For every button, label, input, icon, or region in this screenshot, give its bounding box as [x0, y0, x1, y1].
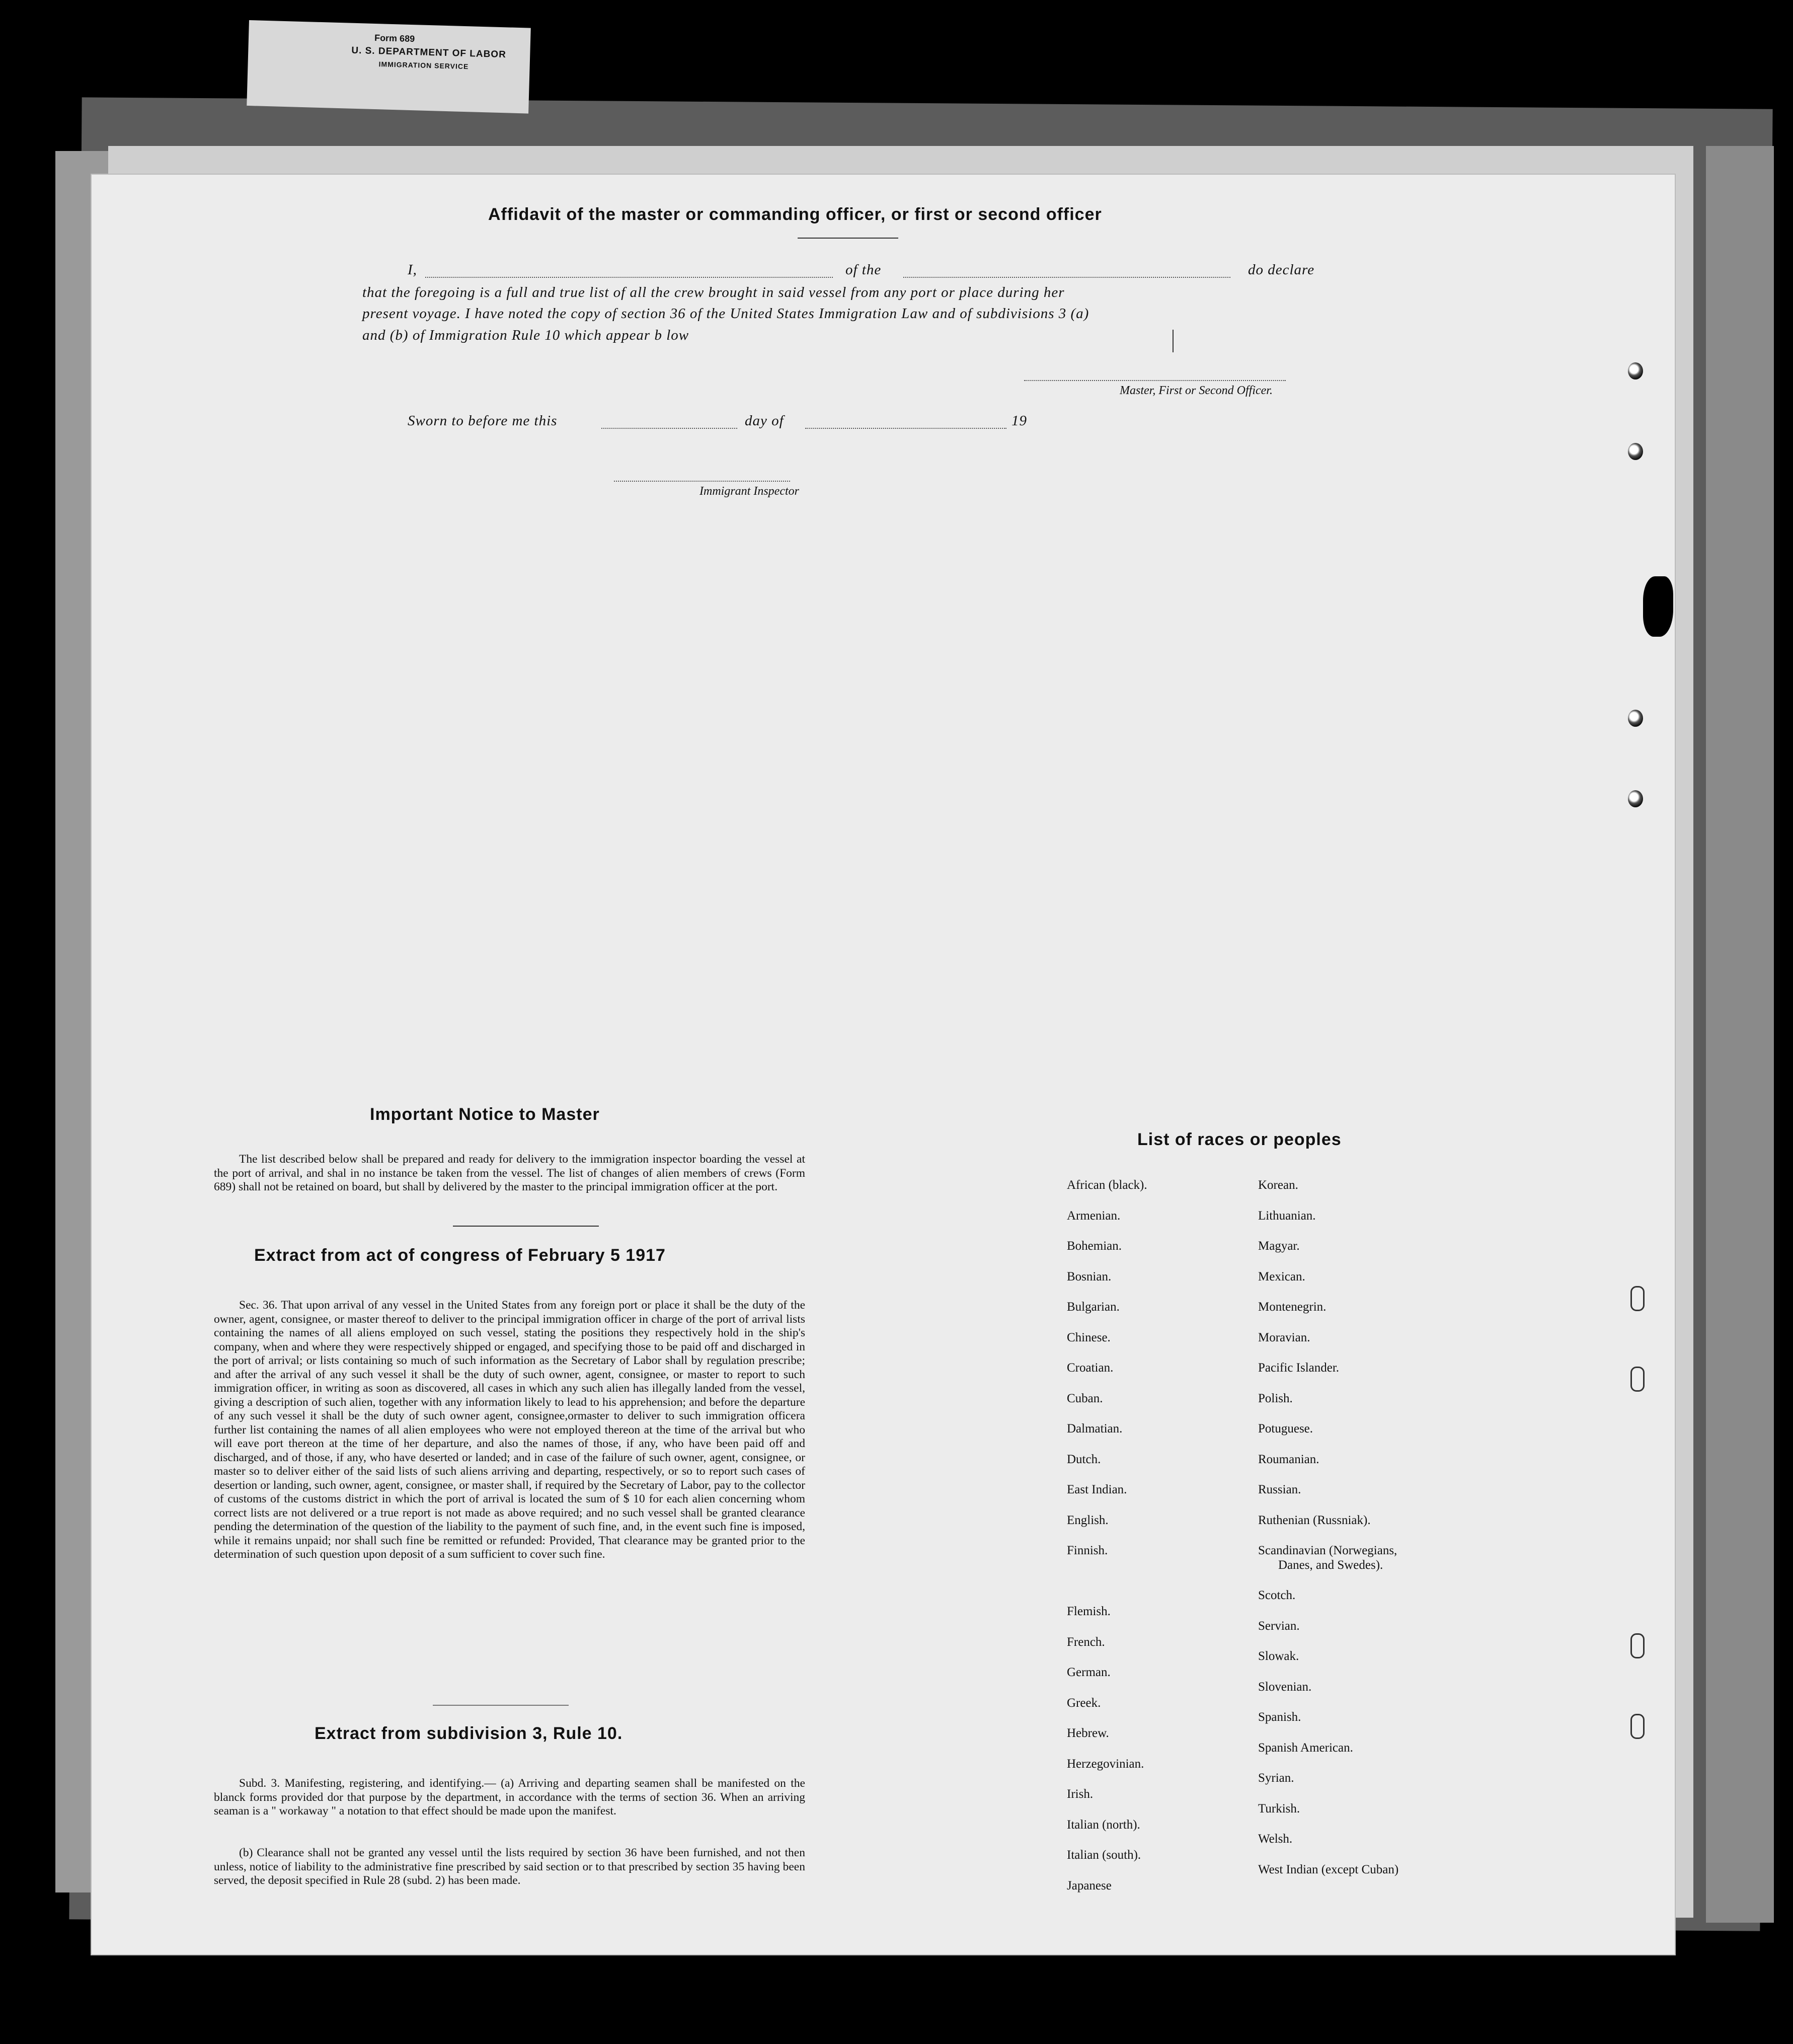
race-item: Bulgarian.: [1067, 1300, 1120, 1314]
punch-hole: [1628, 790, 1643, 807]
race-item: Moravian.: [1258, 1330, 1310, 1344]
race-item: Welsh.: [1258, 1832, 1293, 1846]
race-item: West Indian (except Cuban): [1258, 1862, 1399, 1876]
race-item: Irish.: [1067, 1787, 1094, 1801]
race-item: Korean.: [1258, 1178, 1298, 1192]
race-item: Dalmatian.: [1067, 1422, 1123, 1435]
race-item: Turkish.: [1258, 1801, 1300, 1815]
punch-hole: [1628, 710, 1643, 727]
binder-notch: [1630, 1367, 1645, 1392]
race-item: African (black).: [1067, 1178, 1147, 1192]
race-item: East Indian.: [1067, 1483, 1127, 1496]
race-item: Pacific Islander.: [1258, 1361, 1340, 1375]
race-item: Dutch.: [1067, 1452, 1101, 1466]
vessel-field[interactable]: [903, 277, 1230, 278]
race-item: Italian (south).: [1067, 1848, 1141, 1862]
form-tab: [247, 20, 531, 114]
punch-hole: [1628, 362, 1643, 380]
race-item: Danes, and Swedes).: [1278, 1558, 1383, 1572]
inspector-label: Immigrant Inspector: [699, 485, 799, 498]
race-item: Chinese.: [1067, 1330, 1111, 1344]
binder-notch: [1630, 1633, 1645, 1658]
tab-form-number: Form 689: [374, 32, 415, 44]
race-item: Potuguese.: [1258, 1422, 1313, 1435]
extract-rule-text-a: Subd. 3. Manifesting, registering, and identifying.— (a) Arriving and departing seamen shall be manifested on the blanck forms provided dor that purpose by the department, in accordance with the terms of section 36. When an arriving seaman is a " workaway " a notation to that effect should be made upon the manifest.: [214, 1777, 805, 1818]
extract-rule-text-b: (b) Clearance shall not be granted any vessel until the lists required by section 36 have been furnished, and not then unless, notice of liability to the administrative fine prescribed by said section or to that prescribed by section 35 having been served, the deposit specified in Rule 28 (subd. 2) has been made.: [214, 1846, 805, 1887]
race-item: German.: [1067, 1666, 1111, 1679]
divider: [798, 238, 898, 239]
race-item: Syrian.: [1258, 1771, 1294, 1785]
race-item: Flemish.: [1067, 1605, 1111, 1618]
name-field[interactable]: [425, 277, 833, 278]
extract-act-title: Extract from act of congress of February 5 1917: [254, 1246, 666, 1265]
back-sheet-edge: [1706, 146, 1774, 1923]
race-item: Italian (north).: [1067, 1818, 1140, 1832]
race-item: Spanish American.: [1258, 1740, 1353, 1755]
race-item: Bohemian.: [1067, 1239, 1122, 1253]
tab-department: U. S. DEPARTMENT OF LABOR: [351, 45, 507, 60]
binder-notch: [1630, 1714, 1645, 1739]
affidavit-line-2: that the foregoing is a full and true list of all the crew brought in said vessel from any port or place during her: [362, 284, 1065, 300]
tab-service: IMMIGRATION SERVICE: [378, 60, 469, 71]
sworn-text: Sworn to before me this: [408, 413, 558, 429]
signature-field[interactable]: [1024, 380, 1286, 381]
race-item: Hebrew.: [1067, 1726, 1109, 1740]
affidavit-of-the: of the: [845, 262, 882, 278]
races-column-2: [1258, 1170, 1479, 1885]
race-item: Finnish.: [1067, 1544, 1108, 1557]
race-item: Roumanian.: [1258, 1452, 1319, 1466]
race-item: Greek.: [1067, 1696, 1101, 1710]
affidavit-line-3: present voyage. I have noted the copy of section 36 of the United States Immigration Law and of subdivisions 3 (a): [362, 306, 1089, 322]
race-item: Slovenian.: [1258, 1680, 1312, 1694]
race-item: Mexican.: [1258, 1269, 1305, 1283]
race-item: Scandinavian (Norwegians,: [1258, 1544, 1397, 1557]
inspector-signature-field[interactable]: [614, 481, 790, 482]
sworn-year: 19: [1011, 413, 1027, 429]
affidavit-title: Affidavit of the master or commanding officer, or first or second officer: [488, 205, 1102, 224]
sworn-day-of: day of: [745, 413, 784, 429]
race-item: Ruthenian (Russniak).: [1258, 1513, 1371, 1527]
extract-rule-title: Extract from subdivision 3, Rule 10.: [315, 1724, 623, 1743]
divider: [453, 1226, 599, 1227]
race-item: English.: [1067, 1513, 1109, 1527]
race-item: Montenegrin.: [1258, 1300, 1327, 1314]
race-item: Croatian.: [1067, 1361, 1114, 1375]
races-column-1: [1067, 1170, 1248, 1901]
affidavit-i: I,: [408, 262, 417, 278]
notice-title: Important Notice to Master: [370, 1105, 600, 1124]
race-item: French.: [1067, 1635, 1105, 1649]
race-item: Spanish.: [1258, 1710, 1301, 1724]
punch-hole: [1628, 443, 1643, 460]
notice-text: The list described below shall be prepared and ready for delivery to the immigration inspector boarding the vessel at the port of arrival, and shal in no instance be taken from the vessel. The list of changes of alien members of crews (Form 689) shall not be retained on board, but shall by delivered by the master to the principal immigration officer at the port.: [214, 1153, 805, 1193]
race-item: Armenian.: [1067, 1208, 1121, 1223]
race-item: [1067, 1566, 1248, 1597]
extract-act-text: Sec. 36. That upon arrival of any vessel in the United States from any foreign port or place it shall be the duty of the owner, agent, consignee, or master thereof to deliver to the principal immigration officer in charge of the port of arrival lists containing the names of all aliens employed on such vessel, stating the positions they respectively hold in the ship's company, when and where they were respectively shipped or engaged, and specifying those to be paid off and discharged in the port of arrival; or lists containing so much of such information as the Secretary of Labor shall by regulation prescribe; and after the arrival of any such vessel it shall be the duty of such owner, agent, consignee, or master to report to such immigration officer, in writing as soon as discovered, all cases in which any such alien has illegally landed from the vessel, giving a description of such alien, together with any information likely to lead to his apprehension; and before the departure of any such vessel it shall be the duty of such owner agent, consignee,ormaster to deliver to such immigration officera further list containing the names of all alien employees who were not employed thereon at the time of the arrival but who will eave port thereon at the time of her departure, and also the names of those, if any, who have been paid off and discharged, and of those, if any, who have deserted or landed; and in case of the failure of such owner, agent, consignee, or master so to deliver either of the said lists of such aliens arriving and departing, respectively, or so to report such cases of desertion or landing, such owner, agent, consignee, or master shall, if required by the Secretary of Labor, pay to the collector of customs of the customs district in which the port of arrival is located the sum of $ 10 for each alien concerning whom correct lists are not delivered or a true report is not made as above required; and no such vessel shall be granted clearance pending the determination of the question of the liability to the payment of such fine, and, in the event such fine is imposed, while it remains unpaid; nor shall such fine be remitted or refunded: Provided, That clearance may be granted prior to the determination of such question upon deposit of a sum sufficient to cover such fine.: [214, 1299, 805, 1561]
affidavit-line-4: and (b) of Immigration Rule 10 which appear b low: [362, 327, 689, 343]
race-item: Cuban.: [1067, 1391, 1103, 1405]
race-item: Servian.: [1258, 1619, 1300, 1633]
race-item: Bosnian.: [1067, 1269, 1112, 1283]
race-item: Scotch.: [1258, 1588, 1296, 1602]
race-item: Magyar.: [1258, 1239, 1300, 1253]
races-title: List of races or peoples: [1137, 1130, 1342, 1149]
race-item: Slowak.: [1258, 1649, 1299, 1663]
race-item: Japanese: [1067, 1878, 1112, 1892]
race-item: Herzegovinian.: [1067, 1757, 1144, 1771]
document-page: [91, 174, 1676, 1955]
signature-mark: [1173, 330, 1174, 352]
race-item: Russian.: [1258, 1483, 1301, 1496]
sworn-month-field[interactable]: [805, 428, 1006, 429]
signature-label: Master, First or Second Officer.: [1120, 384, 1273, 397]
divider: [433, 1705, 569, 1706]
sworn-day-field[interactable]: [601, 428, 737, 429]
binder-notch: [1630, 1286, 1645, 1311]
affidavit-declare: do declare: [1248, 262, 1315, 278]
ink-stain: [1643, 576, 1673, 637]
race-item: Polish.: [1258, 1391, 1293, 1405]
race-item: Lithuanian.: [1258, 1208, 1316, 1223]
